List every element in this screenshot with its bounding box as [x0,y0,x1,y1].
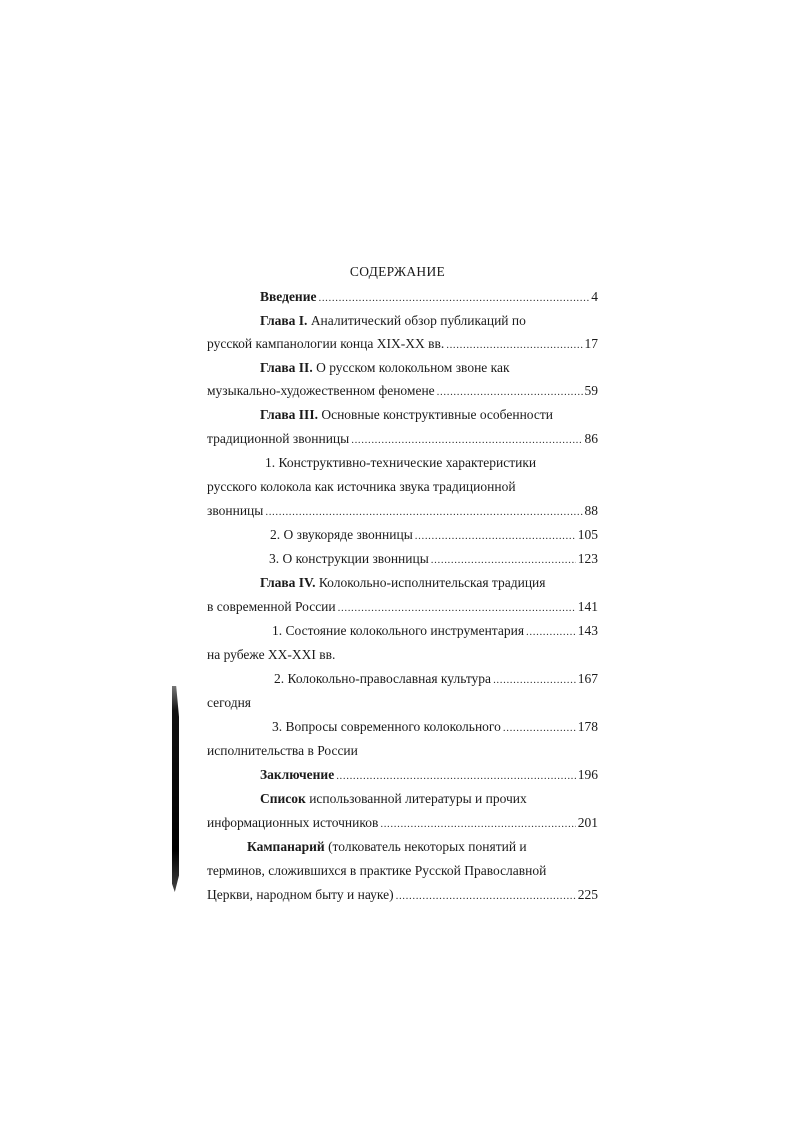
toc-entry-title: терминов, сложившихся в практике Русской Православной [207,863,547,878]
toc-page-number: 86 [584,431,598,446]
toc-line [207,791,598,809]
toc-page-number: 167 [577,671,598,686]
toc-line [207,695,598,713]
toc-line [207,479,598,497]
toc-entry-text [272,719,501,735]
toc-entry-title: Церкви, народном быту и науке) [207,887,394,902]
toc-entry-text [265,455,536,471]
toc-page-number: 17 [584,336,598,351]
toc-entry-title: (толкователь некоторых понятий и [324,839,527,854]
toc-entry-title: исполнительства в России [207,743,358,758]
toc-entry-text [207,815,378,831]
toc-entry-title: музыкально-художественном феномене [207,383,435,398]
toc-entry-text [260,407,553,423]
toc-leader-dots [336,767,576,783]
toc-line [207,671,598,689]
toc-entry-title: информационных источников [207,815,379,830]
toc-entry-text [207,743,358,759]
toc-line [207,599,598,617]
toc-page-number: 201 [577,815,598,830]
toc-entry-title: 1. Конструктивно-технические характеристики [265,455,537,470]
toc-entry-title: традиционной звонницы [207,431,350,446]
toc-entry-text [207,479,516,495]
toc-leader-dots [318,289,589,305]
toc-entry-text [274,671,491,687]
toc-line [207,863,598,881]
toc-leader-dots [503,719,576,735]
toc-entry-text [207,887,394,903]
toc-entry-text [270,527,413,543]
toc-entry-text [207,647,335,663]
toc-line [207,551,598,569]
toc-entry-heading: Глава III. [260,407,318,422]
toc-leader-dots [265,503,582,519]
toc-entry-title: 1. Состояние колокольного инструментария [272,623,525,638]
toc-entry-title: 3. Вопросы современного колокольного [272,719,501,734]
toc-page-number: 88 [584,503,598,518]
toc-entry-text [260,767,334,783]
toc-leader-dots [446,336,582,352]
toc-line [207,336,598,354]
toc-line [207,623,598,641]
toc-entry-text [269,551,429,567]
toc-line [207,360,598,378]
toc-line [207,407,598,425]
toc-line [207,647,598,665]
toc-entry-text [207,863,546,879]
toc-page-number: 225 [577,887,598,902]
toc-entry-text [207,599,336,615]
toc-page-number: 123 [577,551,598,566]
toc-entry-heading: Глава I. [260,313,308,328]
toc-entry-text [260,575,546,591]
toc-entry-title: русского колокола как источника звука традиционной [207,479,516,494]
toc-line [207,887,598,905]
toc-entry-title: звонницы [207,503,264,518]
toc-line [207,503,598,521]
toc-page-number: 4 [591,289,598,304]
toc-page-number: 105 [577,527,598,542]
toc-line [207,743,598,761]
toc-line [207,575,598,593]
toc-leader-dots [526,623,576,639]
toc-entry-text [207,431,349,447]
toc-entry-text [207,503,263,519]
toc-entry-title: 2. О звукоряде звонницы [270,527,413,542]
toc-leader-dots [437,383,583,399]
toc-entry-title: Колокольно-исполнительская традиция [315,575,546,590]
toc-entry-title: использованной литературы и прочих [305,791,527,806]
toc-leader-dots [493,671,576,687]
toc-entry-heading: Глава II. [260,360,313,375]
page-title: СОДЕРЖАНИЕ [349,264,446,279]
toc-leader-dots [338,599,576,615]
toc-entry-heading: Кампанарий [247,839,325,854]
toc-page-number: 178 [577,719,598,734]
toc-leader-dots [351,431,582,447]
toc-entry-text [207,695,251,711]
toc-entry-text [247,839,527,855]
toc-entry-heading: Список [260,791,306,806]
toc-page-number: 143 [577,623,598,638]
scan-edge-mark [172,686,179,892]
toc-entry-text [260,313,526,329]
toc-line [207,313,598,331]
toc-leader-dots [380,815,575,831]
toc-entry-title: 3. О конструкции звонницы [269,551,429,566]
toc-entry-heading: Заключение [260,767,335,782]
toc-line [207,455,598,473]
toc-leader-dots [415,527,576,543]
toc-leader-dots [396,887,576,903]
toc-entry-text [260,360,510,376]
toc-entry-title: сегодня [207,695,252,710]
toc-entry-text [272,623,524,639]
toc-line [207,289,598,307]
toc-entry-title: русской кампанологии конца XIX-XX вв. [207,336,445,351]
toc-page-number: 196 [577,767,598,782]
toc-line [207,767,598,785]
toc-entry-title: в современной России [207,599,336,614]
toc-entry-text [207,336,444,352]
toc-entry-text [260,289,316,305]
toc-line [207,815,598,833]
toc-leader-dots [431,551,576,567]
toc-line [207,527,598,545]
toc-entry-title: Аналитический обзор публикаций по [307,313,526,328]
toc-entry-text [260,791,527,807]
toc-entry-title: 2. Колокольно-православная культура [274,671,492,686]
toc-page-number: 59 [584,383,598,398]
toc-entry-heading: Введение [260,289,317,304]
toc-entry-title: Основные конструктивные особенности [317,407,554,422]
toc-line [207,839,598,857]
toc-entry-title: на рубеже XX-XXI вв. [207,647,336,662]
toc-entry-title: О русском колокольном звоне как [312,360,510,375]
toc-entry-heading: Глава IV. [260,575,316,590]
toc-entry-text [207,383,435,399]
toc-line [207,431,598,449]
toc-page-number: 141 [577,599,598,614]
toc-line [207,719,598,737]
toc-line [207,383,598,401]
